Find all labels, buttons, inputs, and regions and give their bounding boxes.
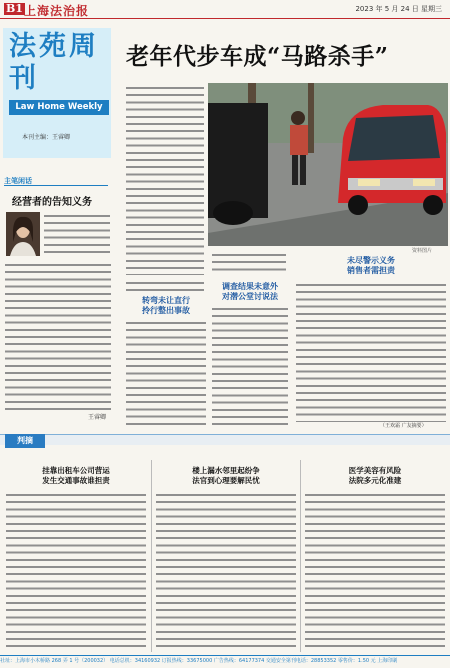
author-portrait <box>6 212 40 256</box>
portrait-image <box>6 212 40 256</box>
column-label: 主笔闲话 <box>4 177 32 185</box>
newspaper-logo: 上海法治报 <box>24 4 90 18</box>
column-signature: 王睿卿 <box>88 414 107 421</box>
section-band <box>0 434 450 445</box>
story-column-1 <box>126 280 204 292</box>
bottom-story-1 <box>6 492 146 650</box>
section-english-title: Law Home Weekly <box>9 100 109 115</box>
story-byline: （王欢霜 广友摘要） <box>380 423 427 429</box>
bottom-headline-1: 挂靠出租车公司营运 发生交通事故谁担责 <box>42 466 110 485</box>
section-title: 法苑周刊 <box>9 31 99 94</box>
subheading-1: 转弯未让直行 拎行整出事故 <box>142 296 190 315</box>
bottom-story-3 <box>305 492 445 650</box>
news-photo <box>208 83 448 246</box>
story-column-2b <box>212 306 288 428</box>
bottom-headline-3: 医学美容有风险 法院多元化准建 <box>348 466 402 485</box>
section-badge-panjue: 判摘 <box>5 434 45 448</box>
divider <box>300 460 301 652</box>
headline: 老年代步车成“马路杀手” <box>126 43 389 70</box>
street-scene-image <box>208 83 448 246</box>
footer-info <box>0 655 450 666</box>
editor-credit: 本刊主编：王睿卿 <box>22 134 71 141</box>
subheading-2: 调查结果未意外 对潜公堂讨说法 <box>222 282 278 301</box>
column-text-beside-portrait <box>44 213 110 257</box>
bottom-headline-2: 楼上漏水邻里起纷争 法官到心理要解民忧 <box>192 466 260 485</box>
photo-caption: 资料图片 <box>412 248 433 254</box>
story-column-1b <box>126 320 206 428</box>
lead-text <box>126 85 204 275</box>
column-title: 经营者的告知义务 <box>12 197 92 208</box>
issue-date: 2023 年 5 月 24 日 星期三 <box>355 5 442 13</box>
column-rule <box>4 185 108 186</box>
column-text <box>5 262 111 410</box>
section-badge: B1 <box>6 2 23 15</box>
story-column-2 <box>212 252 286 272</box>
footer-text: 社址：上海市小木桥路 268 弄 1 号（200032） 电话总机：34160932 订报热线：33675000 广告热线：64177374 交通安全第刊电话：28853352 零售价：1.50 元 上海印刷 <box>0 658 398 664</box>
divider <box>151 460 152 652</box>
bottom-story-2 <box>156 492 296 650</box>
subheading-3: 未尽警示义务 销售者需担责 <box>347 256 395 275</box>
story-column-3 <box>296 282 446 422</box>
